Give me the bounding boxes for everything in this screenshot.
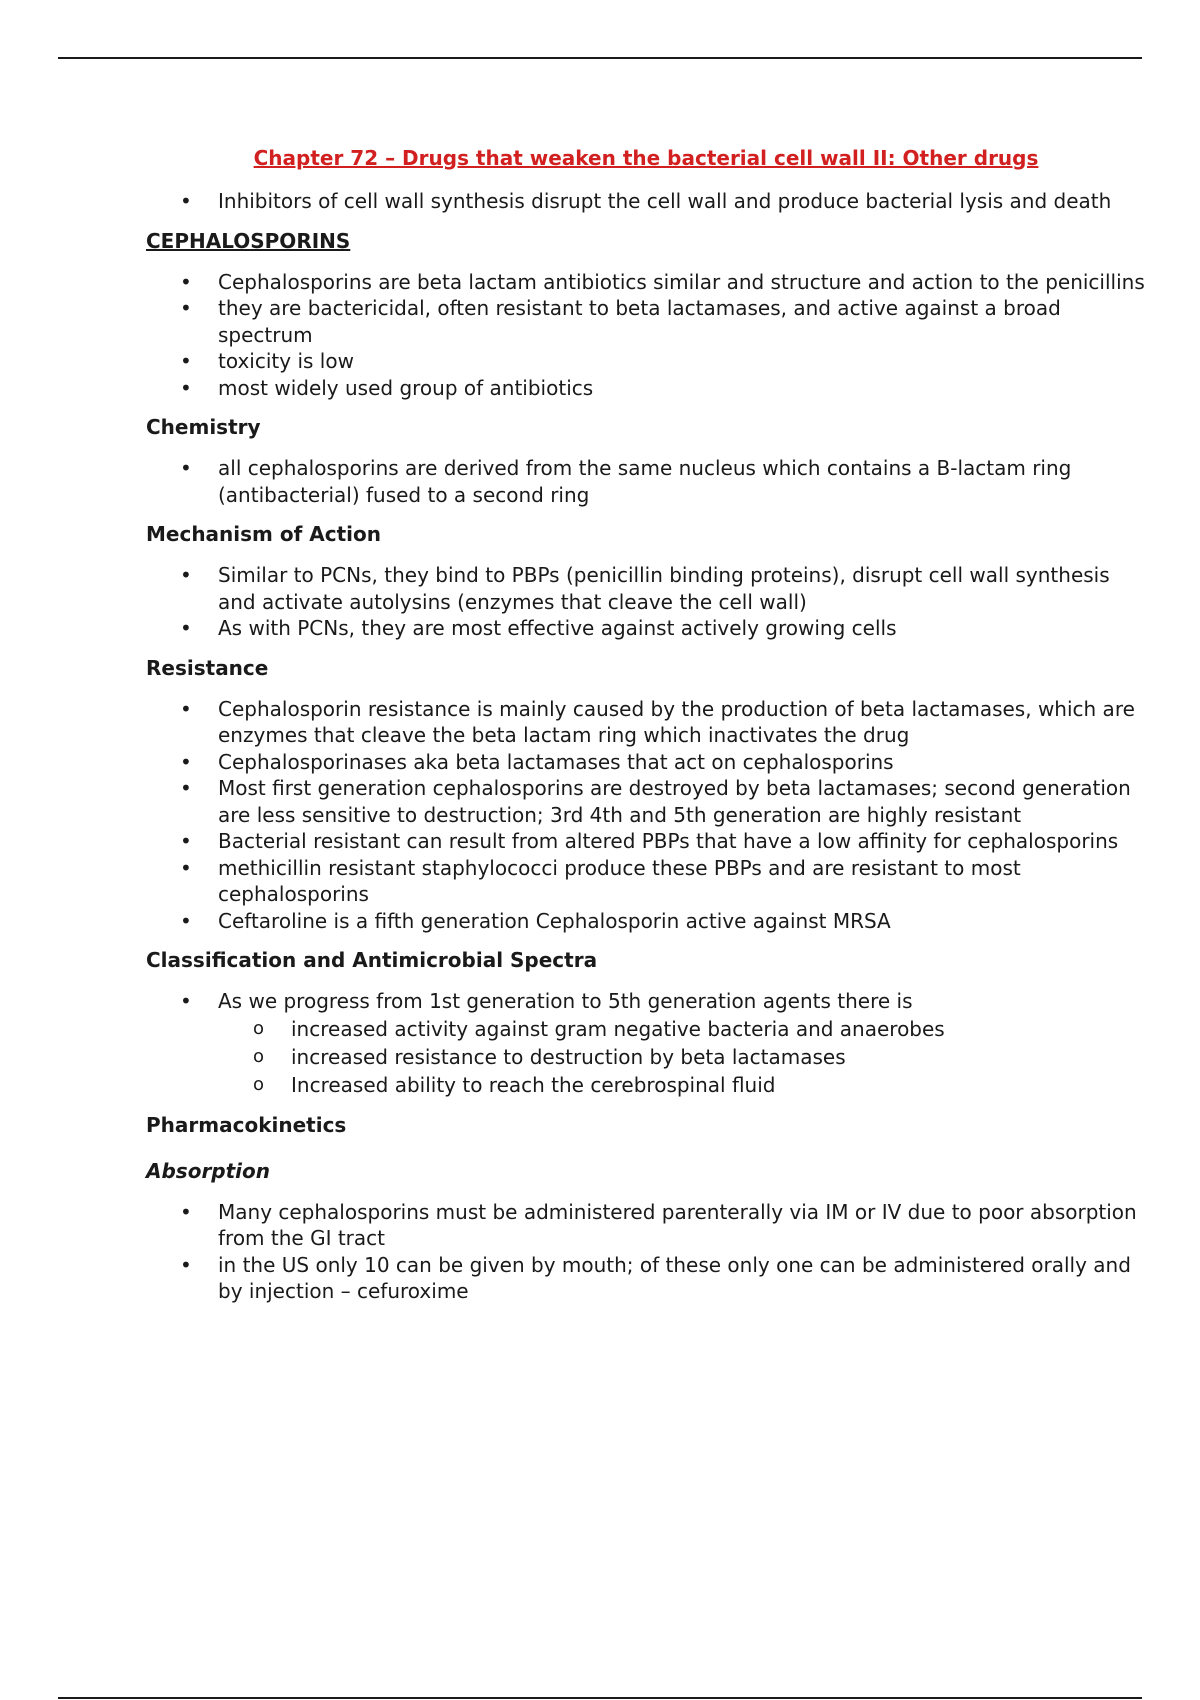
list-item: • methicillin resistant staphylococci produce these PBPs and are resistant to most cephalosporins — [180, 855, 1021, 906]
sub-list-item: o increased activity against gram negative bacteria and anaerobes — [253, 1016, 945, 1041]
resistance-list — [146, 696, 1146, 935]
list-item: • they are bactericidal, often resistant to beta lactamases, and active against a broad spectrum — [180, 296, 1061, 347]
bullet: • — [180, 696, 192, 721]
cephalosporins-list — [146, 269, 1146, 402]
list-item: • most widely used group of antibiotics — [180, 375, 594, 400]
list-item: • Cephalosporin resistance is mainly caused by the production of beta lactamases, which are enzymes that cleave the beta lactam ring which inactivates the drug — [180, 696, 1135, 747]
bullet: • — [180, 908, 192, 933]
document-body — [146, 140, 1146, 1311]
absorption-list — [146, 1199, 1146, 1305]
bullet: • — [180, 989, 192, 1013]
bullet: • — [180, 269, 192, 294]
bullet: • — [180, 349, 192, 373]
absorption-heading: Absorption — [146, 1158, 271, 1183]
list-item: • in the US only 10 can be given by mouth; of these only one can be administered orally and by injection – cefuroxime — [180, 1252, 1131, 1303]
bullet: • — [180, 829, 192, 853]
pharmacokinetics-heading: Pharmacokinetics — [146, 1112, 347, 1137]
bullet: • — [180, 749, 192, 774]
top-rule — [58, 57, 1142, 59]
list-item: • Similar to PCNs, they bind to PBPs (penicillin binding proteins), disrupt cell wall synthesis and activate autolysins (enzymes that cleave the cell wall) — [180, 563, 1110, 614]
list-item: • As with PCNs, they are most effective against actively growing cells — [180, 616, 897, 640]
intro-list — [146, 188, 1146, 215]
bullet: • — [180, 616, 192, 640]
list-item: • Bacterial resistant can result from altered PBPs that have a low affinity for cephalosporins — [180, 829, 1119, 853]
sub-list-item: o Increased ability to reach the cerebrospinal fluid — [253, 1072, 776, 1097]
bullet: • — [180, 189, 192, 213]
bullet: • — [180, 296, 192, 320]
chemistry-list — [146, 455, 1146, 508]
cephalosporins-heading: CEPHALOSPORINS — [146, 228, 351, 253]
list-item: • Cephalosporins are beta lactam antibiotics similar and structure and action to the penicillins — [180, 269, 1145, 294]
list-item: • As we progress from 1st generation to 5th generation agents there is o increased activity against gram negative bacteria and anaerobes o increased resistance to destruction by beta lactamases o Increased ability to reach the cerebrospinal fluid — [146, 988, 1146, 1099]
chapter-title: Chapter 72 – Drugs that weaken the bacterial cell wall II: Other drugs — [253, 146, 1039, 170]
list-item: • Inhibitors of cell wall synthesis disrupt the cell wall and produce bacterial lysis and death — [180, 189, 1112, 213]
list-item: • Most first generation cephalosporins are destroyed by beta lactamases; second generation are less sensitive to destruction; 3rd 4th and 5th generation are highly resistant — [180, 776, 1131, 827]
sub-list-item: o increased resistance to destruction by beta lactamases — [253, 1044, 846, 1069]
bullet: • — [180, 563, 192, 587]
classification-list — [146, 988, 1146, 1099]
sub-bullet: o — [253, 1045, 265, 1067]
classification-heading: Classification and Antimicrobial Spectra — [146, 948, 598, 972]
list-item: • toxicity is low — [180, 349, 354, 373]
classification-sublist — [218, 1015, 1146, 1099]
mechanism-heading: Mechanism of Action — [146, 522, 381, 546]
bottom-rule — [58, 1697, 1142, 1699]
bullet: • — [180, 1199, 192, 1224]
list-item: • Cephalosporinases aka beta lactamases that act on cephalosporins — [180, 749, 894, 774]
chemistry-heading: Chemistry — [146, 415, 261, 439]
sub-bullet: o — [253, 1073, 265, 1095]
bullet: • — [180, 776, 192, 800]
bullet: • — [180, 456, 192, 480]
mechanism-list — [146, 562, 1146, 642]
list-item: • Ceftaroline is a fifth generation Cephalosporin active against MRSA — [180, 908, 891, 933]
list-item: • Many cephalosporins must be administered parenterally via IM or IV due to poor absorption from the GI tract — [180, 1199, 1137, 1250]
bullet: • — [180, 855, 192, 880]
bullet: • — [180, 375, 192, 400]
list-item: • all cephalosporins are derived from the same nucleus which contains a B-lactam ring (antibacterial) fused to a second ring — [180, 456, 1072, 507]
sub-bullet: o — [253, 1017, 265, 1039]
resistance-heading: Resistance — [146, 655, 269, 680]
bullet: • — [180, 1252, 192, 1277]
